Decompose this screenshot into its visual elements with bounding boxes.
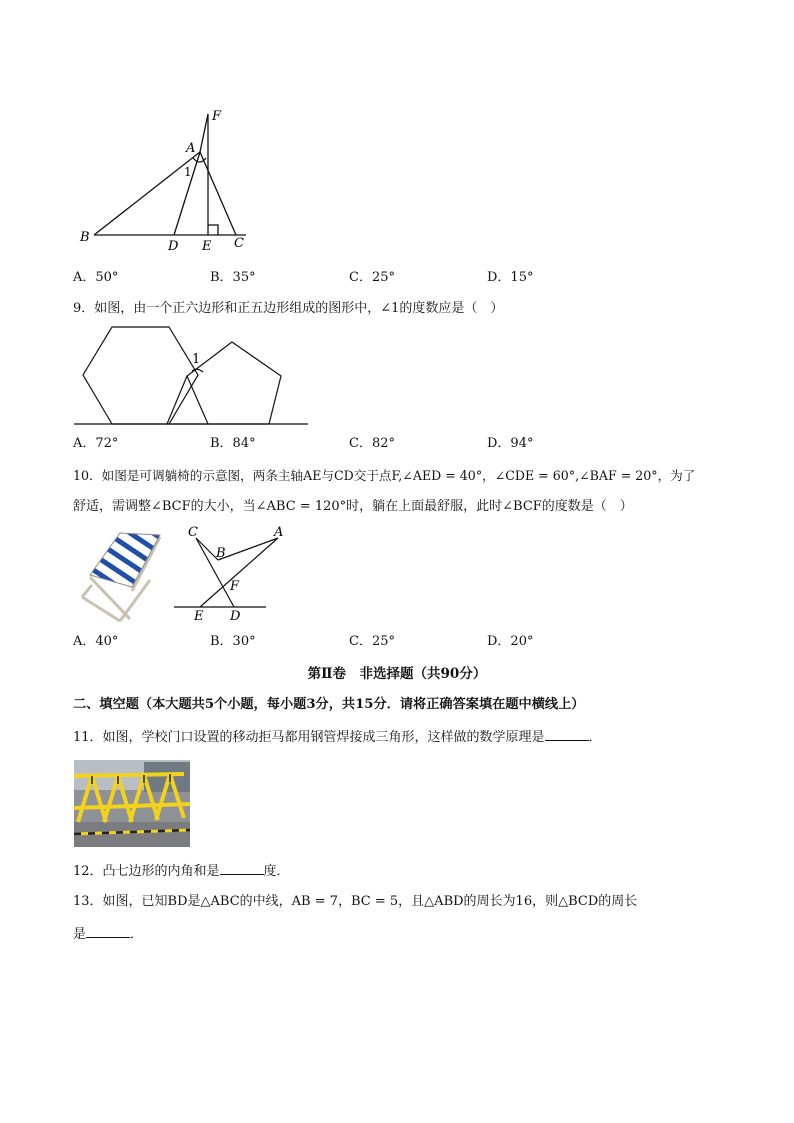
barricade-photo [74, 760, 190, 847]
q8-label-1: 1 [184, 165, 192, 179]
q10-option-a[interactable]: A．40° [73, 634, 119, 649]
q10-option-d[interactable]: D．20° [487, 634, 534, 649]
q8-option-a[interactable]: A．50° [73, 270, 119, 285]
q9-option-a[interactable]: A．72° [73, 436, 119, 451]
q12-text: 12．凸七边形的内角和是 [73, 864, 220, 879]
q8-label-c: C [234, 236, 244, 251]
q9-option-b[interactable]: B．84° [210, 436, 256, 451]
q11-text: 11．如图，学校门口设置的移动拒马都用钢管焊接成三角形，这样做的数学原理是 [73, 730, 545, 745]
q8-option-d[interactable]: D．15° [487, 270, 534, 285]
q12-text-end: 度． [263, 864, 290, 879]
q10-label-b: B [216, 546, 226, 561]
q8-label-d: D [168, 239, 179, 254]
q9-option-d[interactable]: D．94° [487, 436, 534, 451]
q13-answer-blank[interactable] [86, 925, 130, 938]
q10-label-f: F [230, 579, 240, 594]
q8-option-b[interactable]: B．35° [210, 270, 256, 285]
q10-label-c: C [188, 525, 198, 540]
q10-option-b[interactable]: B．30° [210, 634, 256, 649]
q10-label-d: D [230, 609, 241, 624]
q11-text-end: ． [588, 730, 602, 745]
q10-figure [170, 520, 284, 625]
q11-answer-blank[interactable] [545, 728, 589, 741]
q8-label-b: B [80, 230, 90, 245]
q13-question-line1: 13．如图，已知BD是△ABC的中线，AB = 7，BC = 5，且△ABD的周长为16，则△BCD的周长 [73, 894, 638, 909]
q9-label-1: 1 [192, 352, 201, 367]
q13-question-line2 [73, 925, 143, 944]
q13-text: 是 [73, 927, 87, 942]
part-2-heading: 二、填空题（本大题共5个小题，每小题3分，共15分．请将正确答案填在题中横线上） [73, 697, 585, 712]
q9-option-c[interactable]: C．82° [349, 436, 395, 451]
q8-label-a: A [186, 141, 196, 156]
q10-label-e: E [194, 609, 204, 624]
deck-chair-image [72, 525, 167, 625]
q9-figure [70, 320, 315, 430]
q13-text-end: ． [130, 927, 144, 942]
q12-question [73, 862, 290, 881]
section-2-title: 第Ⅱ卷 非选择题（共90分） [307, 666, 487, 682]
q8-label-f: F [212, 109, 222, 124]
q12-answer-blank[interactable] [220, 862, 264, 875]
q11-question [73, 728, 602, 747]
q10-question-line2: 舒适，需调整∠BCF的大小，当∠ABC = 120°时，躺在上面最舒服，此时∠BCF的度数是（ ） [73, 499, 633, 514]
q10-label-a: A [274, 525, 284, 540]
q10-option-c[interactable]: C．25° [349, 634, 395, 649]
q8-option-c[interactable]: C．25° [349, 270, 395, 285]
q10-question-line1: 10．如图是可调躺椅的示意图，两条主轴AE与CD交于点F,∠AED = 40°，∠CDE = 60°,∠BAF = 20°，为了 [73, 468, 696, 483]
q8-label-e: E [202, 239, 212, 254]
q8-figure [70, 100, 270, 260]
q9-question: 9．如图，由一个正六边形和正五边形组成的图形中，∠1的度数应是（ ） [73, 301, 504, 316]
